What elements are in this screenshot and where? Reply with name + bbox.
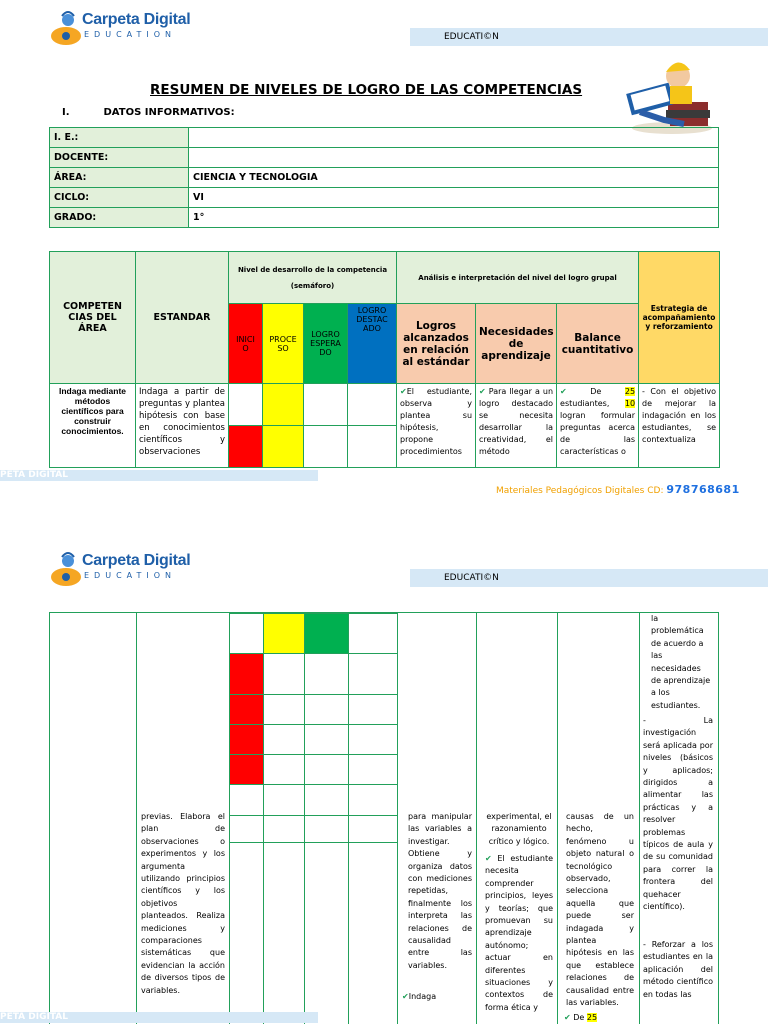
cd-logo-icon <box>50 8 84 46</box>
info-value <box>189 128 719 148</box>
brand-tagline: EDUCATION <box>84 30 177 39</box>
balance-extra-n: 25 <box>586 1013 598 1022</box>
header-inicio: INICI O <box>229 304 263 384</box>
header-analisis: Análisis e interpretación del nivel del logro grupal <box>397 252 639 304</box>
necesidades-a: experimental, el razonamiento crítico y lógico. <box>486 812 552 846</box>
header-balance: Balance cuantitativo <box>557 304 639 384</box>
competencia-cell: Indaga mediante métodos científicos para construir conocimientos. <box>50 384 136 468</box>
check-icon: ✔ <box>402 992 409 1001</box>
semaforo-cell <box>304 784 349 816</box>
logros-text: El estudiante, observa y plantea su hipótesis, propone procedimientos <box>400 387 473 456</box>
contact-line <box>496 483 740 496</box>
semaforo-cell <box>304 694 349 725</box>
necesidades-b <box>485 853 553 1014</box>
info-row <box>50 188 719 208</box>
info-label: GRADO: <box>50 208 189 228</box>
balance-mid: estudiantes, <box>560 399 610 408</box>
necesidades-b-text: El estudiante necesita comprender principios, leyes y teorías; que promuevan su aprendizaje autónomo; actuar en diferentes situaciones y contextos de forma ética y <box>485 854 554 1012</box>
header-band-text: EDUCATI©N <box>444 573 499 583</box>
check-icon: ✔ <box>564 1013 571 1022</box>
semaforo-cell <box>263 613 305 654</box>
header-necesidades: Necesidades de aprendizaje <box>476 304 557 384</box>
info-label: I. E.: <box>50 128 189 148</box>
header-competencias: COMPETEN CIAS DEL ÁREA <box>50 252 136 384</box>
semaforo-cell <box>348 815 398 843</box>
semaforo-cell <box>348 724 398 755</box>
semaforo-cell <box>263 724 305 755</box>
reading-child-icon <box>624 48 719 138</box>
semaforo-cell <box>263 384 304 426</box>
balance-continued: causas de un hecho, fenómeno u objeto natural o tecnológico observado, selecciona aquella que puede ser indagada y plantea hipótesis en las que establece relaciones de causalidad entre las variables. <box>566 812 634 1008</box>
semaforo-cell <box>304 754 349 785</box>
semaforo-cell <box>229 724 264 755</box>
check-icon: ✔ <box>485 854 492 863</box>
info-row <box>50 168 719 188</box>
header-destacado: LOGRO DESTAC ADO <box>348 304 397 384</box>
semaforo-cell <box>229 384 263 426</box>
header-band <box>410 569 768 587</box>
section-label: DATOS INFORMATIVOS: <box>103 107 235 118</box>
info-label: ÁREA: <box>50 168 189 188</box>
semaforo-cell <box>229 754 264 785</box>
semaforo-cell <box>348 694 398 725</box>
brand-tagline: EDUCATION <box>84 571 177 580</box>
balance-pre: De <box>590 387 602 396</box>
check-icon: ✔ <box>560 387 567 396</box>
header-nivel: Nivel de desarrollo de la competencia (semáforo) <box>229 252 397 304</box>
semaforo-cell <box>304 653 349 695</box>
continuation-table <box>49 612 719 1024</box>
logros-continued: para manipular las variables a investigar. Obtiene y organiza datos con mediciones repetidas, finalmente los interpreta las relaciones de causalidad entre las variables. <box>408 812 472 970</box>
balance-n2: 10 <box>624 399 636 408</box>
logros-extra-text: Indaga <box>408 992 437 1001</box>
check-icon: ✔ <box>479 387 486 396</box>
info-value: CIENCIA Y TECNOLOGIA <box>189 168 719 188</box>
semaforo-cell <box>263 653 305 695</box>
info-row <box>50 208 719 228</box>
semaforo-cell <box>229 653 264 695</box>
footer-band <box>0 1012 318 1023</box>
page-title: RESUMEN DE NIVELES DE LOGRO DE LAS COMPETENCIAS <box>150 82 583 98</box>
necesidades-cell <box>476 384 557 468</box>
semaforo-cell <box>229 613 264 654</box>
estrategia-b: - La investigación será aplicada por niveles (básicos y aplicados; dirigidos a alimentar las prácticas y a resolver problemas típicos de aula y de su comunidad para correr la frontera del quehacer científico). <box>643 716 713 912</box>
semaforo-cell <box>263 754 305 785</box>
competencias-table <box>49 251 720 468</box>
footer-band <box>0 470 318 481</box>
semaforo-cell <box>348 384 397 426</box>
footer-text: PETA DIGITAL <box>0 470 68 480</box>
check-icon: ✔ <box>400 387 407 396</box>
contact-label: Materiales Pedagógicos Digitales CD: <box>496 486 664 496</box>
semaforo-cell <box>263 784 305 816</box>
semaforo-cell <box>229 426 263 468</box>
balance-cell <box>557 384 639 468</box>
semaforo-cell <box>348 653 398 695</box>
semaforo-cell <box>229 694 264 725</box>
info-row <box>50 148 719 168</box>
estrategia-c: - Reforzar a los estudiantes en la aplicación del método científico en todas las <box>643 940 713 999</box>
estandar-continued: previas. Elabora el plan de observaciones o experimentos y los argumenta utilizando principios científicos y los objetivos planteados. Realiza mediciones y comparaciones sistemáticas que evidencian la acción de diversos tipos de variables. <box>141 812 225 995</box>
logros-cell <box>397 384 476 468</box>
semaforo-cell <box>304 426 348 468</box>
brand-logo <box>50 8 191 48</box>
info-row <box>50 128 719 148</box>
header-band <box>410 28 768 46</box>
estandar-cell: Indaga a partir de preguntas y plantea hipótesis con base en conocimientos científicos y observaciones <box>136 384 229 468</box>
contact-phone: 978768681 <box>666 483 740 496</box>
estrategia-a: la problemática de acuerdo a las necesidades de aprendizaje a los estudiantes. <box>651 614 711 710</box>
info-value: 1° <box>189 208 719 228</box>
semaforo-cell <box>229 815 264 843</box>
header-esperado: LOGRO ESPERA DO <box>304 304 348 384</box>
semaforo-cell <box>229 784 264 816</box>
estrategia-c-text: Reforzar a los estudiantes en la aplicación del método científico en todas las <box>643 940 713 999</box>
info-value <box>189 148 719 168</box>
brand-logo <box>50 549 191 589</box>
header-proceso: PROCE SO <box>263 304 304 384</box>
section-heading <box>62 107 235 118</box>
semaforo-cell <box>304 613 349 654</box>
header-band-text: EDUCATI©N <box>444 32 499 42</box>
logros-extra <box>402 991 472 1003</box>
semaforo-cell <box>304 724 349 755</box>
estrategia-b-text: La investigación será aplicada por niveles (básicos y aplicados; dirigidos a alimentar las prácticas y a resolver problemas típicos de aula y de su comunidad para correr la frontera del quehacer científico). <box>643 716 713 912</box>
semaforo-cell <box>263 815 305 843</box>
info-value: VI <box>189 188 719 208</box>
estrategia-cell: - Con el objetivo de mejorar la indagación en los estudiantes, se contextualiza <box>639 384 720 468</box>
header-estandar: ESTANDAR <box>136 252 229 384</box>
semaforo-cell <box>263 694 305 725</box>
semaforo-cell <box>304 384 348 426</box>
semaforo-cell <box>304 815 349 843</box>
header-logros: Logros alcanzados en relación al estándar <box>397 304 476 384</box>
info-label: CICLO: <box>50 188 189 208</box>
brand-name: Carpeta Digital <box>82 552 191 569</box>
brand-name: Carpeta Digital <box>82 11 191 28</box>
balance-n1: 25 <box>624 387 636 396</box>
balance-extra <box>564 1012 634 1024</box>
balance-extra-pre: De <box>573 1013 585 1022</box>
footer-text: PETA DIGITAL <box>0 1012 68 1022</box>
balance-post: logran formular preguntas acerca de las características o <box>560 411 636 456</box>
semaforo-cell <box>348 613 398 654</box>
estrategia-text: Con el objetivo de mejorar la indagación en los estudiantes, se contextualiza <box>642 387 717 444</box>
necesidades-text: Para llegar a un logro destacado se necesita desarrollar la creatividad, el método <box>479 387 554 456</box>
semaforo-cell <box>348 784 398 816</box>
semaforo-cell <box>263 426 304 468</box>
cd-logo-icon <box>50 549 84 587</box>
header-estrategia: Estrategia de acompañamiento y reforzamiento <box>639 252 720 384</box>
info-table <box>49 127 719 228</box>
info-label: DOCENTE: <box>50 148 189 168</box>
semaforo-cell <box>348 426 397 468</box>
semaforo-cell <box>348 754 398 785</box>
section-number: I. <box>62 107 70 118</box>
